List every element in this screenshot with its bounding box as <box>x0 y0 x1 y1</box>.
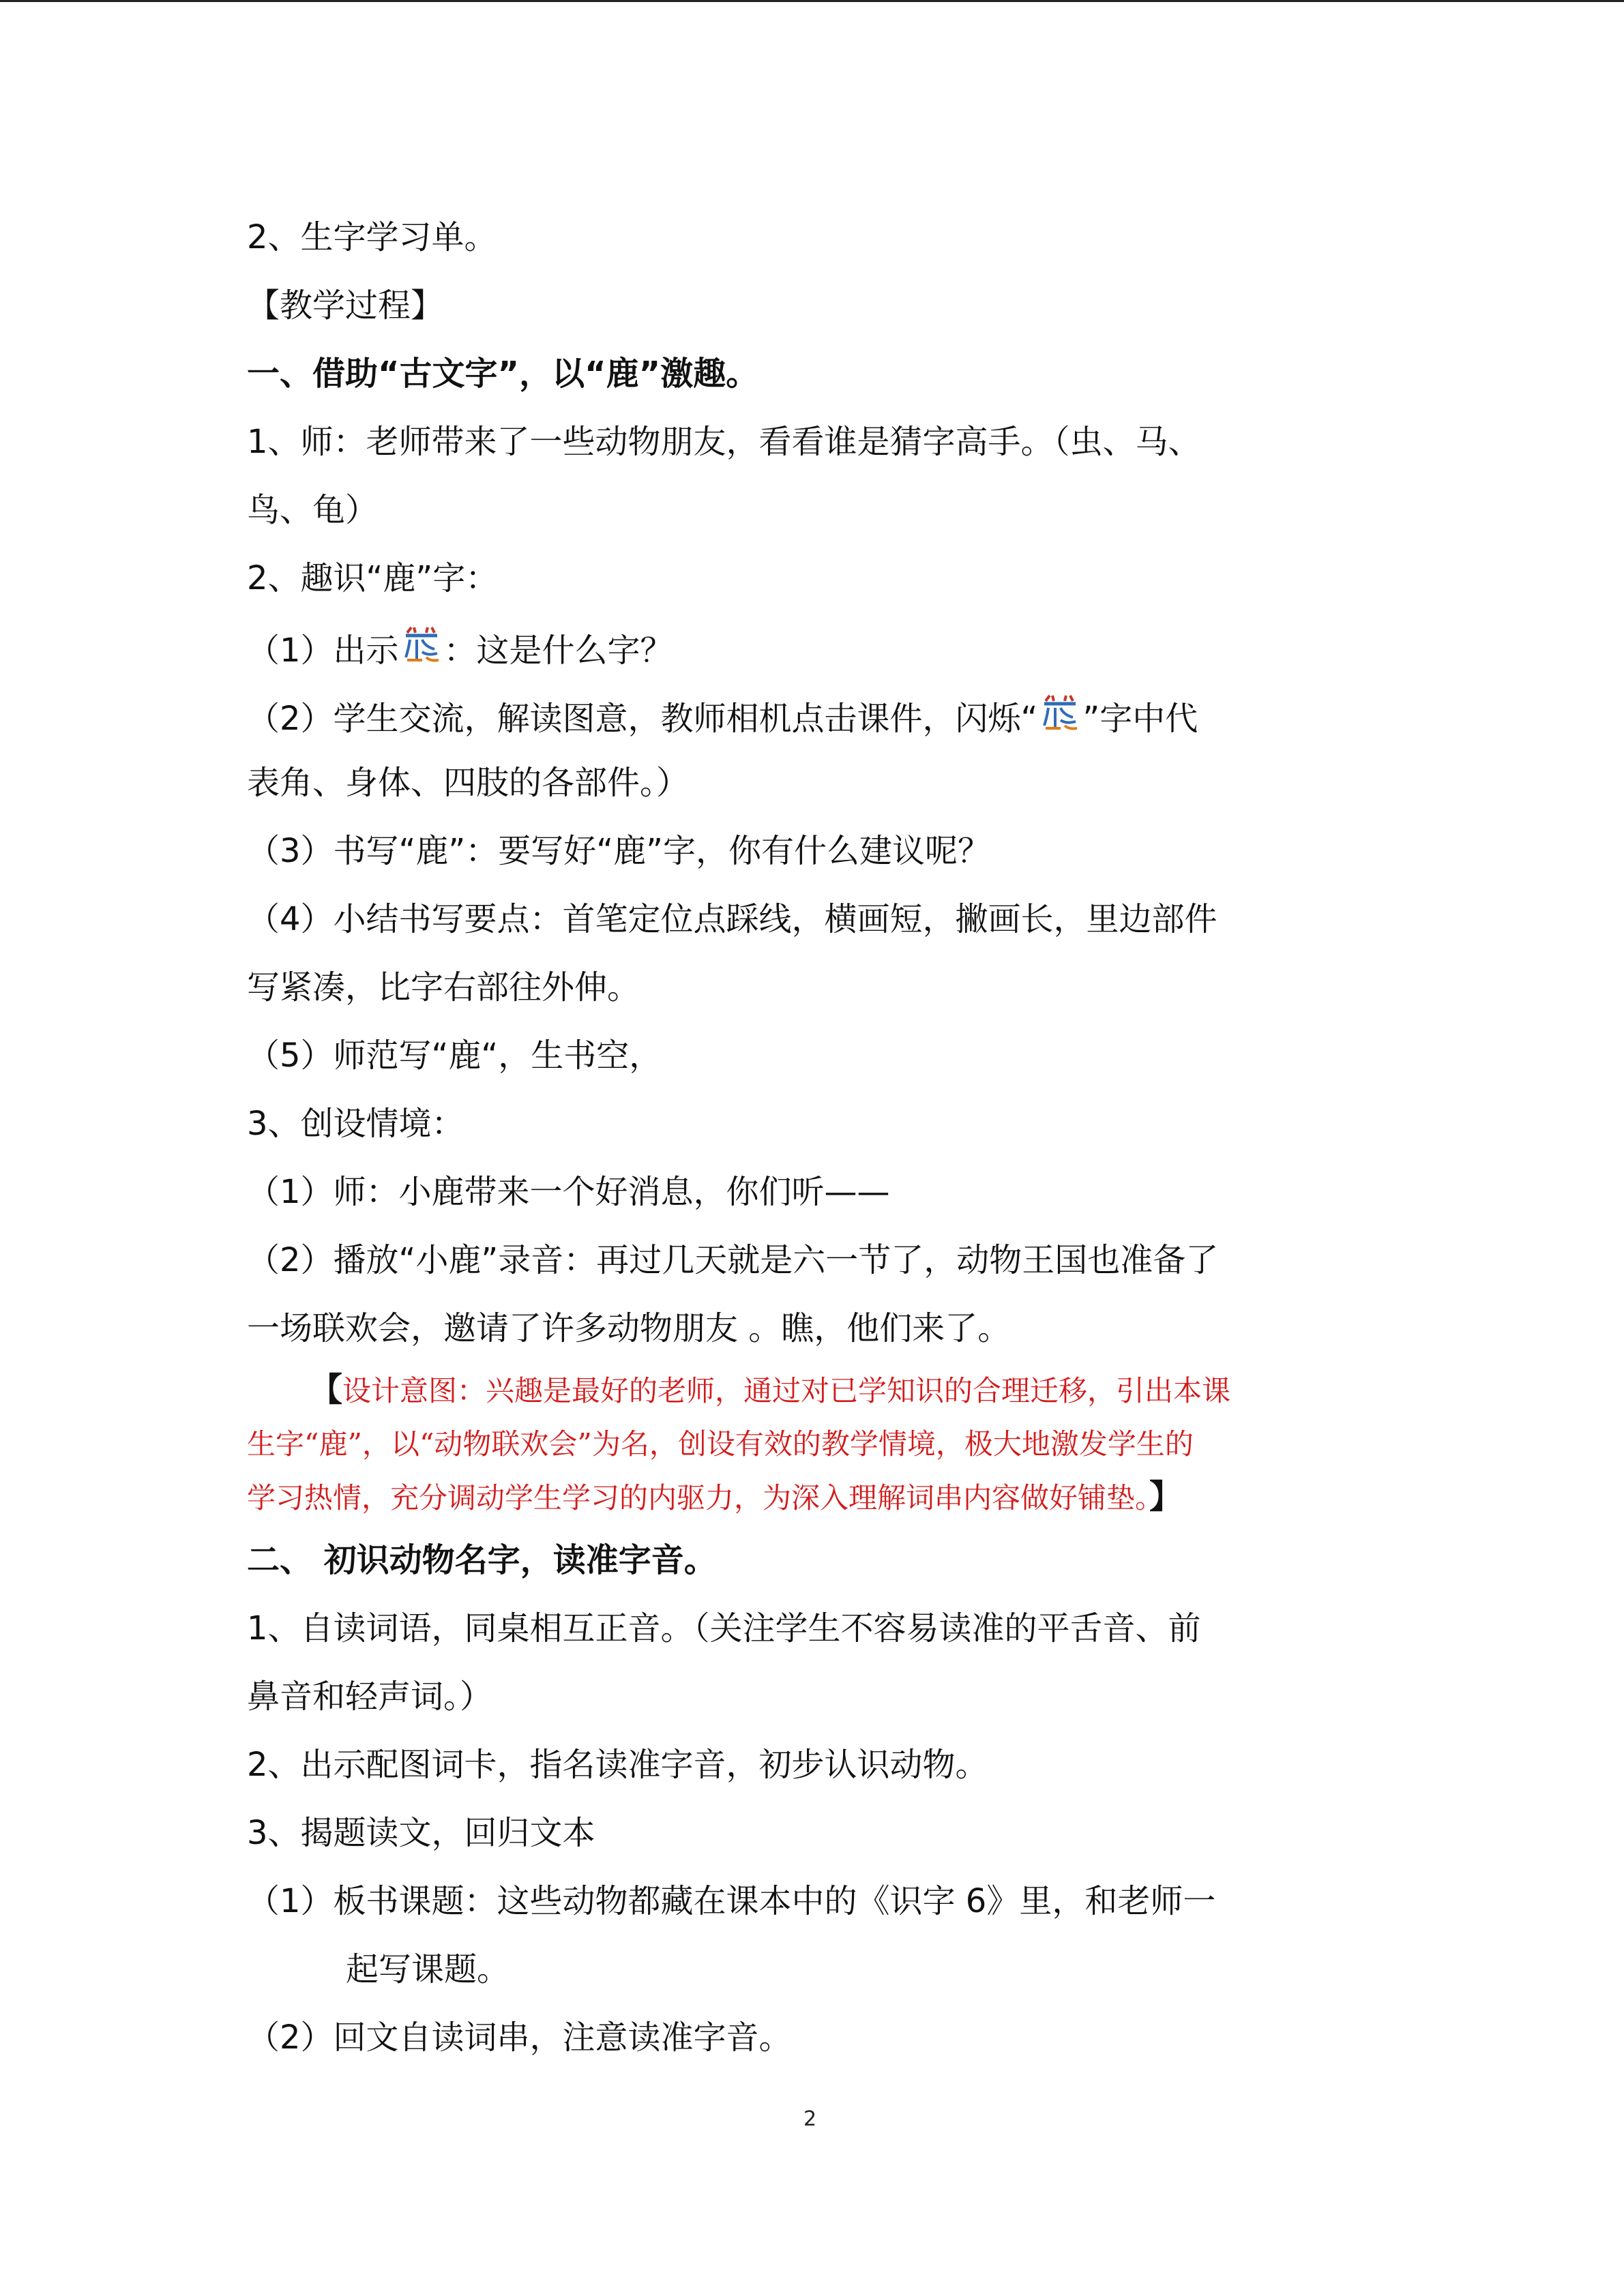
paragraph-line-with-glyph <box>247 694 1198 743</box>
paragraph-line: （2）播放“小鹿”录音：再过几天就是六一节了，动物王国也准备了 <box>247 1241 1219 1279</box>
paragraph-line: （4）小结书写要点：首笔定位点踩线，横画短，撇画长，里边部件 <box>247 900 1217 938</box>
close-bracket: 】 <box>1149 1478 1183 1516</box>
page-top-border <box>0 0 1624 2</box>
ancient-deer-character-icon <box>1040 694 1080 743</box>
materials-item-2: 2、生字学习单。 <box>247 218 497 256</box>
paragraph-line: 3、揭题读文，回归文本 <box>247 1814 595 1852</box>
paragraph-line: 鸟、龟） <box>247 491 379 529</box>
design-note-line <box>247 1476 1182 1519</box>
paragraph-line: 鼻音和轻声词。） <box>247 1678 493 1716</box>
heading-part-1: 一、借助“古文字”，以“鹿”激趣。 <box>247 355 759 393</box>
paragraph-line: 3、创设情境： <box>247 1105 464 1143</box>
paragraph-line: 表角、身体、四肢的各部件。） <box>247 764 690 802</box>
design-note-text: 设计意图：兴趣是最好的老师，通过对已学知识的合理迁移，引出本课 <box>342 1374 1231 1407</box>
design-note-line: 生字“鹿”，以“动物联欢会”为名，创设有效的教学情境，极大地激发学生的 <box>247 1427 1194 1461</box>
design-note-text: 学习热情，充分调动学生学习的内驱力，为深入理解词串内容做好铺垫。 <box>247 1481 1150 1515</box>
heading-part-2: 二、 初识动物名字，读准字音。 <box>247 1541 717 1579</box>
paragraph-line: 1、师：老师带来了一些动物朋友，看看谁是猜字高手。（虫、马、 <box>247 423 1201 461</box>
paragraph-line: （5）师范写“鹿“，生书空， <box>247 1037 662 1075</box>
text-segment: （2）学生交流，解读图意，教师相机点击课件，闪烁“ <box>247 700 1038 738</box>
paragraph-line: 2、趣识“鹿”字： <box>247 559 499 597</box>
paragraph-line: 写紧凑，比字右部往外伸。 <box>247 968 640 1007</box>
paragraph-line-with-glyph <box>247 626 673 675</box>
paragraph-line: 起写课题。 <box>346 1950 510 1988</box>
paragraph-line: （1）师：小鹿带来一个好消息，你们听—— <box>247 1173 890 1211</box>
open-bracket: 【 <box>310 1371 343 1409</box>
paragraph-line: 2、出示配图词卡，指名读准字音，初步认识动物。 <box>247 1746 988 1784</box>
design-note-line <box>310 1369 1230 1412</box>
section-heading-teaching-process: 【教学过程】 <box>247 286 444 325</box>
paragraph-line: （1）板书课题：这些动物都藏在课本中的《识字 6》里，和老师一 <box>247 1882 1216 1920</box>
paragraph-line: （2）回文自读词串，注意读准字音。 <box>247 2018 792 2057</box>
paragraph-line: 一场联欢会，邀请了许多动物朋友 。瞧，他们来了。 <box>247 1309 1011 1347</box>
paragraph-line: （3）书写“鹿”：要写好“鹿”字，你有什么建议呢？ <box>247 832 991 870</box>
page-number: 2 <box>803 2107 817 2131</box>
ancient-deer-character-icon <box>402 626 441 675</box>
text-segment: （1）出示 <box>247 631 399 670</box>
text-segment: ：这是什么字？ <box>443 631 673 670</box>
text-segment: ”字中代 <box>1082 700 1198 738</box>
paragraph-line: 1、自读词语，同桌相互正音。（关注学生不容易读准的平舌音、前 <box>247 1609 1201 1648</box>
